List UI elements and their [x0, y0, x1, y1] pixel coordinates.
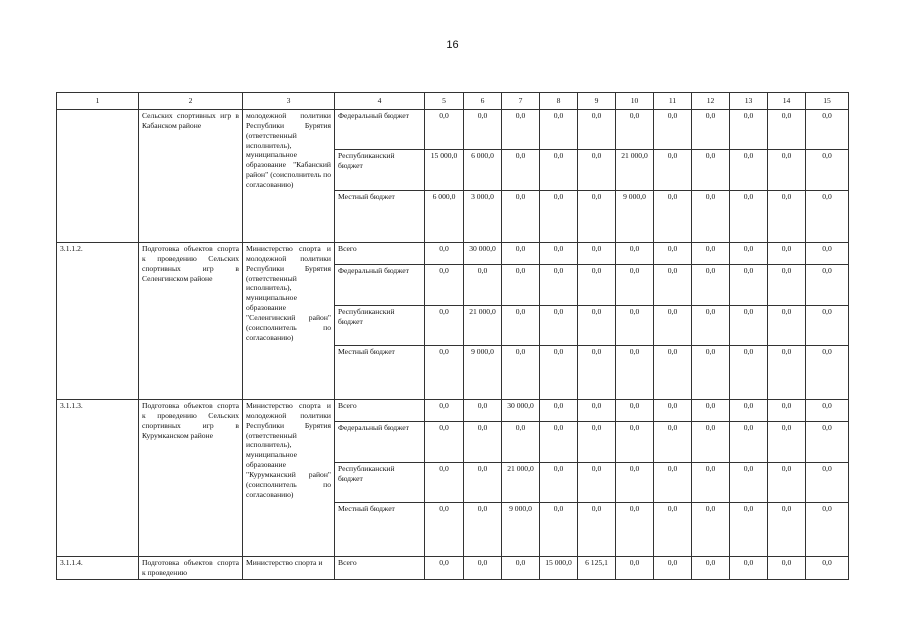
funding-source: Республиканский бюджет [335, 150, 425, 191]
column-header: 2 [139, 93, 243, 110]
budget-value: 0,0 [730, 346, 768, 400]
budget-value: 0,0 [502, 306, 540, 346]
budget-value: 0,0 [692, 265, 730, 306]
funding-source: Республиканский бюджет [335, 306, 425, 346]
budget-value: 0,0 [464, 503, 502, 557]
column-header: 4 [335, 93, 425, 110]
budget-value: 0,0 [730, 422, 768, 463]
budget-value: 0,0 [692, 346, 730, 400]
measure-code: 3.1.1.2. [57, 243, 139, 400]
budget-value: 0,0 [806, 110, 849, 150]
budget-value: 0,0 [768, 150, 806, 191]
budget-value: 0,0 [502, 557, 540, 580]
executor: Министерство спорта и молодежной политики Республики Бурятия (ответственный исполнитель), муниципальное образование "Селенгинский район" (соисполнитель по согласованию) [243, 243, 335, 400]
budget-value: 0,0 [464, 463, 502, 503]
budget-value: 0,0 [692, 306, 730, 346]
budget-value: 0,0 [464, 110, 502, 150]
budget-value: 6 000,0 [425, 191, 464, 243]
budget-value: 0,0 [464, 557, 502, 580]
budget-value: 0,0 [616, 422, 654, 463]
budget-value: 0,0 [616, 110, 654, 150]
budget-value: 0,0 [654, 306, 692, 346]
budget-value: 0,0 [730, 306, 768, 346]
budget-value: 0,0 [540, 306, 578, 346]
budget-value: 0,0 [654, 422, 692, 463]
budget-value: 9 000,0 [616, 191, 654, 243]
budget-value: 9 000,0 [464, 346, 502, 400]
budget-value: 0,0 [464, 265, 502, 306]
budget-value: 0,0 [578, 346, 616, 400]
budget-value: 0,0 [502, 346, 540, 400]
budget-value: 0,0 [425, 463, 464, 503]
budget-value: 3 000,0 [464, 191, 502, 243]
measure-name: Сельских спортивных игр в Кабанском районе [139, 110, 243, 243]
budget-value: 0,0 [806, 265, 849, 306]
budget-value: 0,0 [654, 150, 692, 191]
budget-value: 0,0 [768, 400, 806, 422]
budget-value: 30 000,0 [464, 243, 502, 265]
budget-value: 0,0 [540, 346, 578, 400]
budget-value: 0,0 [578, 400, 616, 422]
budget-value: 0,0 [425, 557, 464, 580]
budget-value: 0,0 [502, 110, 540, 150]
budget-value: 0,0 [425, 503, 464, 557]
budget-value: 0,0 [806, 400, 849, 422]
column-header: 14 [768, 93, 806, 110]
funding-source: Республиканский бюджет [335, 463, 425, 503]
measure-name: Подготовка объектов спорта к проведению Сельских спортивных игр в Курумканском районе [139, 400, 243, 557]
budget-value: 0,0 [425, 265, 464, 306]
budget-value: 0,0 [425, 400, 464, 422]
page-number: 16 [446, 39, 459, 51]
budget-value: 0,0 [730, 557, 768, 580]
budget-value: 21 000,0 [502, 463, 540, 503]
funding-source: Местный бюджет [335, 191, 425, 243]
budget-value: 0,0 [425, 346, 464, 400]
budget-value: 0,0 [540, 265, 578, 306]
budget-value: 0,0 [540, 243, 578, 265]
budget-value: 0,0 [730, 265, 768, 306]
budget-value: 6 125,1 [578, 557, 616, 580]
budget-value: 0,0 [540, 110, 578, 150]
budget-value: 0,0 [425, 306, 464, 346]
budget-value: 0,0 [806, 503, 849, 557]
column-header: 10 [616, 93, 654, 110]
budget-value: 0,0 [768, 191, 806, 243]
column-header: 7 [502, 93, 540, 110]
budget-value: 0,0 [578, 422, 616, 463]
funding-source: Федеральный бюджет [335, 110, 425, 150]
budget-value: 0,0 [692, 422, 730, 463]
budget-value: 0,0 [540, 191, 578, 243]
funding-source: Местный бюджет [335, 346, 425, 400]
budget-value: 0,0 [616, 557, 654, 580]
budget-value: 0,0 [654, 346, 692, 400]
table-row [57, 110, 849, 150]
budget-value: 0,0 [806, 243, 849, 265]
budget-table [56, 92, 849, 580]
budget-value: 0,0 [616, 346, 654, 400]
budget-value: 0,0 [806, 422, 849, 463]
budget-value: 0,0 [768, 346, 806, 400]
funding-source: Федеральный бюджет [335, 422, 425, 463]
budget-value: 0,0 [730, 110, 768, 150]
budget-value: 0,0 [692, 400, 730, 422]
measure-name: Подготовка объектов спорта к проведению [139, 557, 243, 580]
budget-value: 0,0 [730, 400, 768, 422]
budget-value: 0,0 [425, 110, 464, 150]
budget-value: 0,0 [806, 191, 849, 243]
budget-value: 0,0 [616, 400, 654, 422]
header-row [57, 93, 849, 110]
budget-value: 9 000,0 [502, 503, 540, 557]
budget-value: 0,0 [578, 463, 616, 503]
budget-value: 30 000,0 [502, 400, 540, 422]
budget-value: 0,0 [768, 265, 806, 306]
budget-value: 0,0 [730, 463, 768, 503]
budget-value: 0,0 [540, 503, 578, 557]
budget-value: 0,0 [692, 463, 730, 503]
budget-value: 0,0 [578, 265, 616, 306]
budget-value: 0,0 [578, 243, 616, 265]
budget-value: 0,0 [730, 191, 768, 243]
column-header: 3 [243, 93, 335, 110]
budget-value: 0,0 [654, 243, 692, 265]
budget-value: 0,0 [692, 150, 730, 191]
table-row [57, 243, 849, 265]
budget-value: 0,0 [654, 463, 692, 503]
column-header: 1 [57, 93, 139, 110]
budget-value: 0,0 [692, 503, 730, 557]
budget-value: 0,0 [616, 306, 654, 346]
executor: молодежной политики Республики Бурятия (ответственный исполнитель), муниципальное образование "Кабанский район" (соисполнитель по согласованию) [243, 110, 335, 243]
column-header: 9 [578, 93, 616, 110]
budget-value: 0,0 [616, 265, 654, 306]
budget-value: 0,0 [425, 422, 464, 463]
budget-value: 0,0 [730, 503, 768, 557]
table-row [57, 400, 849, 422]
budget-value: 0,0 [616, 503, 654, 557]
budget-value: 0,0 [806, 306, 849, 346]
budget-value: 0,0 [768, 243, 806, 265]
budget-value: 0,0 [616, 463, 654, 503]
measure-code: 3.1.1.4. [57, 557, 139, 580]
funding-source: Федеральный бюджет [335, 265, 425, 306]
budget-value: 0,0 [578, 503, 616, 557]
budget-value: 0,0 [654, 110, 692, 150]
budget-value: 0,0 [654, 557, 692, 580]
budget-value: 0,0 [502, 191, 540, 243]
budget-value: 0,0 [806, 346, 849, 400]
budget-value: 0,0 [502, 150, 540, 191]
budget-value: 0,0 [730, 243, 768, 265]
executor: Министерство спорта и [243, 557, 335, 580]
budget-value: 0,0 [768, 110, 806, 150]
budget-value: 0,0 [806, 463, 849, 503]
budget-value: 21 000,0 [464, 306, 502, 346]
budget-value: 0,0 [540, 150, 578, 191]
table-row [57, 557, 849, 580]
measure-code: 3.1.1.3. [57, 400, 139, 557]
budget-value: 21 000,0 [616, 150, 654, 191]
column-header: 5 [425, 93, 464, 110]
budget-value: 0,0 [768, 422, 806, 463]
budget-value: 0,0 [540, 463, 578, 503]
budget-value: 0,0 [768, 503, 806, 557]
budget-value: 0,0 [768, 463, 806, 503]
measure-name: Подготовка объектов спорта к проведению Сельских спортивных игр в Селенгинском районе [139, 243, 243, 400]
budget-value: 0,0 [540, 422, 578, 463]
budget-value: 0,0 [692, 557, 730, 580]
budget-value: 0,0 [654, 503, 692, 557]
executor: Министерство спорта и молодежной политики Республики Бурятия (ответственный исполнитель), муниципальное образование "Курумканский район" (соисполнитель по согласованию) [243, 400, 335, 557]
budget-value: 0,0 [578, 306, 616, 346]
budget-value: 0,0 [578, 150, 616, 191]
budget-value: 0,0 [425, 243, 464, 265]
budget-value: 0,0 [464, 422, 502, 463]
budget-value: 6 000,0 [464, 150, 502, 191]
budget-value: 0,0 [654, 400, 692, 422]
table-header [57, 93, 849, 110]
column-header: 12 [692, 93, 730, 110]
column-header: 6 [464, 93, 502, 110]
budget-value: 0,0 [502, 265, 540, 306]
funding-source: Всего [335, 400, 425, 422]
funding-source: Всего [335, 557, 425, 580]
budget-value: 0,0 [578, 191, 616, 243]
budget-value: 0,0 [464, 400, 502, 422]
funding-source: Местный бюджет [335, 503, 425, 557]
budget-value: 0,0 [540, 400, 578, 422]
budget-value: 0,0 [616, 243, 654, 265]
table-body [57, 110, 849, 580]
column-header: 8 [540, 93, 578, 110]
budget-value: 0,0 [502, 422, 540, 463]
budget-value: 0,0 [692, 243, 730, 265]
budget-value: 0,0 [578, 110, 616, 150]
column-header: 13 [730, 93, 768, 110]
budget-value: 15 000,0 [425, 150, 464, 191]
budget-value: 0,0 [654, 191, 692, 243]
budget-value: 0,0 [692, 110, 730, 150]
column-header: 11 [654, 93, 692, 110]
budget-value: 0,0 [768, 306, 806, 346]
budget-value: 0,0 [806, 557, 849, 580]
budget-value: 0,0 [692, 191, 730, 243]
budget-value: 0,0 [654, 265, 692, 306]
budget-value: 0,0 [502, 243, 540, 265]
budget-value: 0,0 [806, 150, 849, 191]
budget-value: 0,0 [768, 557, 806, 580]
funding-source: Всего [335, 243, 425, 265]
measure-code [57, 110, 139, 243]
column-header: 15 [806, 93, 849, 110]
budget-value: 0,0 [730, 150, 768, 191]
budget-value: 15 000,0 [540, 557, 578, 580]
